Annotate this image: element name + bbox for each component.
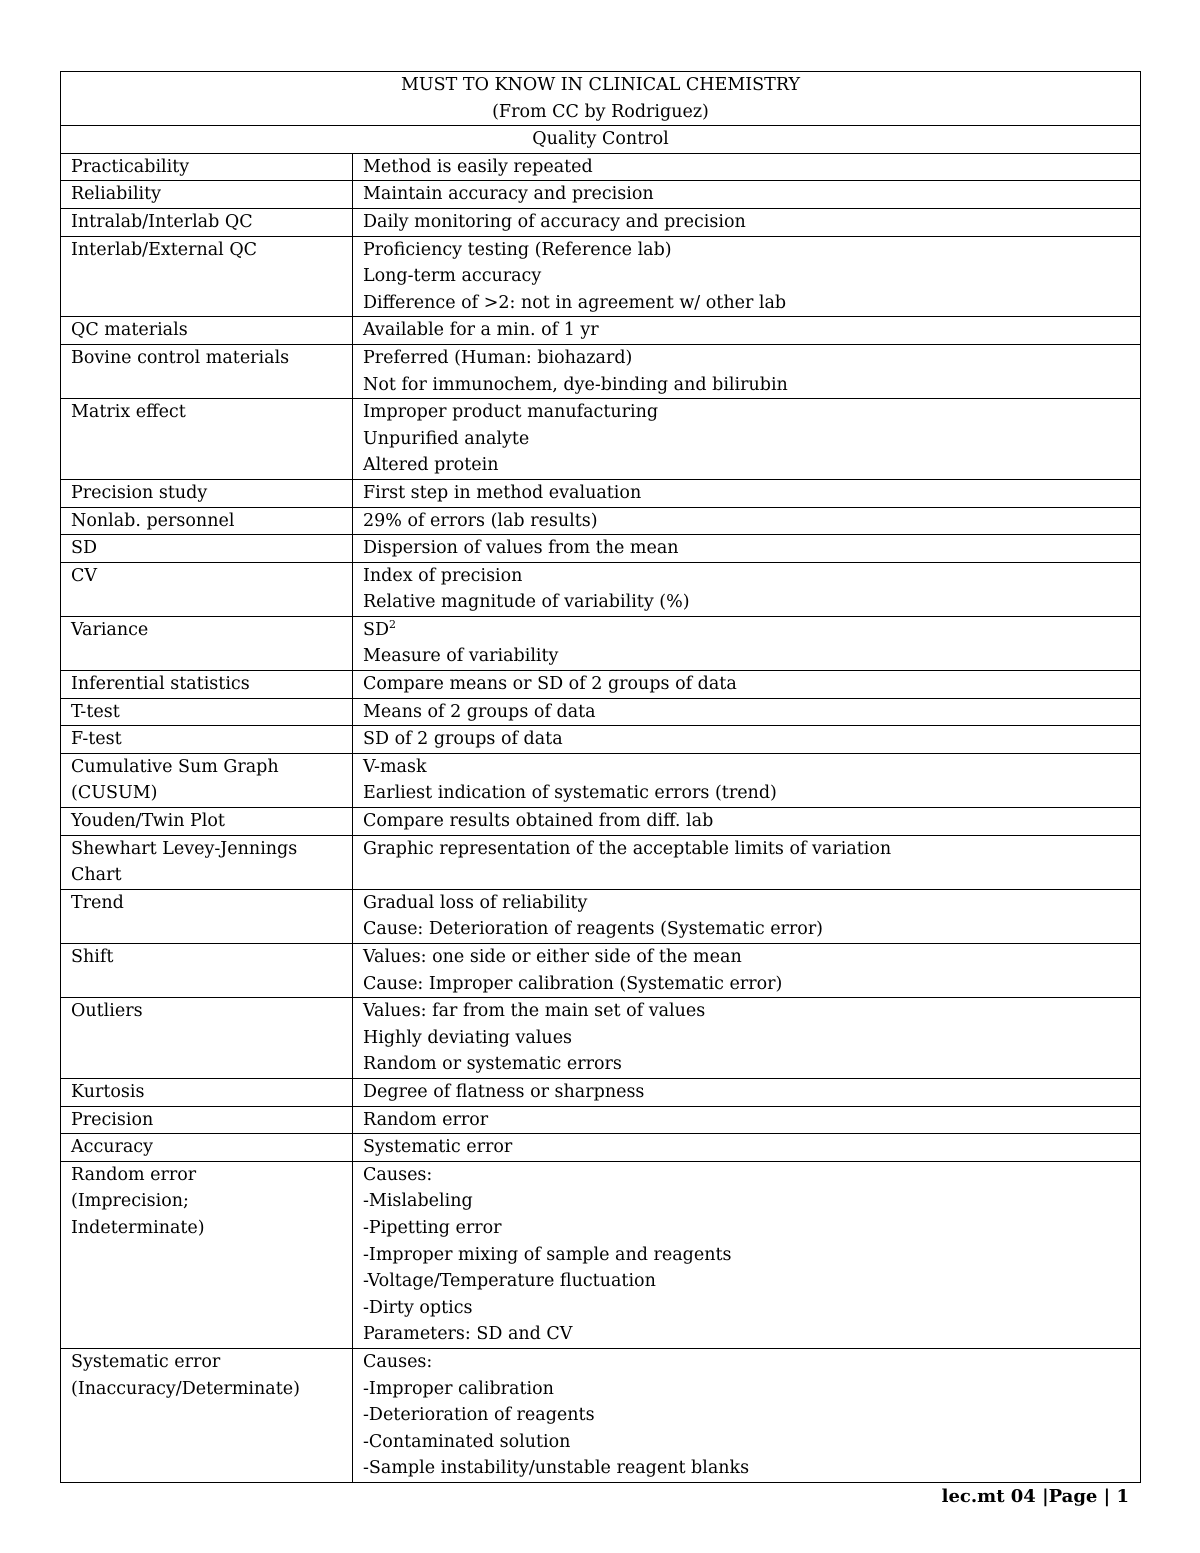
description-line: Systematic error xyxy=(363,1137,513,1158)
description-line: Unpurified analyte xyxy=(363,428,530,449)
description-cell xyxy=(353,808,1141,836)
term-cell xyxy=(61,835,353,889)
description-cell xyxy=(353,479,1141,507)
term-cell xyxy=(61,1348,353,1482)
term-cell xyxy=(61,753,353,807)
description-line: Values: far from the main set of values xyxy=(363,1001,706,1022)
term-cell xyxy=(61,1106,353,1134)
table-row xyxy=(61,1348,1141,1482)
description-line: -Contaminated solution xyxy=(363,1431,571,1452)
term-cell xyxy=(61,507,353,535)
description-cell xyxy=(353,153,1141,181)
table-row xyxy=(61,671,1141,699)
superscript: 2 xyxy=(389,617,397,631)
term-text: Matrix effect xyxy=(71,402,186,423)
term-cell xyxy=(61,479,353,507)
term-text: Accuracy xyxy=(71,1137,153,1158)
term-cell xyxy=(61,535,353,563)
description-line: V-mask xyxy=(363,756,427,777)
term-text: Trend xyxy=(71,892,124,913)
term-text: Intralab/Interlab QC xyxy=(71,211,253,232)
page-footer: lec.mt 04 |Page | 1 xyxy=(941,1486,1129,1507)
description-line: Preferred (Human: biohazard) xyxy=(363,347,633,368)
term-text: CV xyxy=(71,565,98,586)
description-cell xyxy=(353,181,1141,209)
term-text: Interlab/External QC xyxy=(71,239,258,260)
description-cell xyxy=(353,616,1141,670)
description-line: Improper product manufacturing xyxy=(363,402,659,423)
table-row xyxy=(61,998,1141,1079)
description-line: -Voltage/Temperature fluctuation xyxy=(363,1271,656,1292)
term-cell xyxy=(61,1161,353,1348)
table-row xyxy=(61,208,1141,236)
term-cell xyxy=(61,944,353,998)
table-row xyxy=(61,944,1141,998)
description-cell xyxy=(353,835,1141,889)
table-row xyxy=(61,808,1141,836)
term-cell xyxy=(61,344,353,398)
term-cell xyxy=(61,698,353,726)
description-cell xyxy=(353,698,1141,726)
term-text: Cumulative Sum Graph xyxy=(71,756,279,777)
title-row xyxy=(61,72,1141,126)
description-line: Causes: xyxy=(363,1164,433,1185)
description-cell xyxy=(353,317,1141,345)
term-text: Nonlab. personnel xyxy=(71,510,235,531)
title-cell xyxy=(61,72,1141,126)
term-text: Kurtosis xyxy=(71,1081,145,1102)
term-cell xyxy=(61,1078,353,1106)
description-cell xyxy=(353,344,1141,398)
term-cell xyxy=(61,998,353,1079)
description-line: -Deterioration of reagents xyxy=(363,1405,595,1426)
description-line: -Dirty optics xyxy=(363,1297,473,1318)
description-line: Highly deviating values xyxy=(363,1027,573,1048)
term-text: Random error xyxy=(71,1164,197,1185)
term-text: Variance xyxy=(71,619,149,640)
term-text: (CUSUM) xyxy=(71,783,158,804)
term-text: (Inaccuracy/Determinate) xyxy=(71,1378,300,1399)
term-cell xyxy=(61,671,353,699)
description-line: SD of 2 groups of data xyxy=(363,729,563,750)
table-row xyxy=(61,344,1141,398)
table-row xyxy=(61,1078,1141,1106)
document-subtitle: (From CC by Rodriguez) xyxy=(492,101,709,122)
description-cell xyxy=(353,998,1141,1079)
description-line: Daily monitoring of accuracy and precision xyxy=(363,211,746,232)
table-row xyxy=(61,698,1141,726)
description-cell xyxy=(353,1161,1141,1348)
table-row xyxy=(61,399,1141,480)
description-cell xyxy=(353,726,1141,754)
description-cell xyxy=(353,208,1141,236)
description-line: Means of 2 groups of data xyxy=(363,701,596,722)
description-line: -Improper mixing of sample and reagents xyxy=(363,1244,732,1265)
description-line: Cause: Deterioration of reagents (Systematic error) xyxy=(363,919,824,940)
term-text: F-test xyxy=(71,729,122,750)
table-row xyxy=(61,889,1141,943)
section-row xyxy=(61,126,1141,154)
term-cell xyxy=(61,808,353,836)
term-text: T-test xyxy=(71,701,120,722)
description-line: Relative magnitude of variability (%) xyxy=(363,592,690,613)
term-text: Outliers xyxy=(71,1001,143,1022)
term-cell xyxy=(61,399,353,480)
table-row xyxy=(61,507,1141,535)
term-cell xyxy=(61,1134,353,1162)
description-line: Difference of >2: not in agreement w/ other lab xyxy=(363,292,787,313)
description-line: Random error xyxy=(363,1109,489,1130)
term-cell xyxy=(61,562,353,616)
description-line: Long-term accuracy xyxy=(363,266,542,287)
description-line: Values: one side or either side of the mean xyxy=(363,947,742,967)
description-line: Method is easily repeated xyxy=(363,156,593,177)
description-line: Maintain accuracy and precision xyxy=(363,184,654,205)
term-text: Shewhart Levey-Jennings xyxy=(71,838,298,859)
description-line: -Sample instability/unstable reagent blanks xyxy=(363,1458,750,1479)
term-text: (Imprecision; xyxy=(71,1191,189,1212)
description-cell xyxy=(353,1106,1141,1134)
description-line: -Pipetting error xyxy=(363,1217,502,1238)
table-row xyxy=(61,317,1141,345)
description-cell xyxy=(353,889,1141,943)
quality-control-table xyxy=(60,71,1141,1483)
table-row xyxy=(61,616,1141,670)
description-line xyxy=(363,617,1140,644)
description-line: Graphic representation of the acceptable limits of variation xyxy=(363,838,892,859)
description-cell xyxy=(353,671,1141,699)
table-row xyxy=(61,726,1141,754)
description-line: Gradual loss of reliability xyxy=(363,892,588,913)
term-text: SD xyxy=(71,538,98,559)
description-line: Altered protein xyxy=(363,455,499,476)
description-line: Index of precision xyxy=(363,565,523,586)
term-cell xyxy=(61,616,353,670)
description-cell xyxy=(353,1348,1141,1482)
table-row xyxy=(61,535,1141,563)
description-cell xyxy=(353,1134,1141,1162)
description-cell xyxy=(353,535,1141,563)
description-line: Proficiency testing (Reference lab) xyxy=(363,239,672,260)
description-cell xyxy=(353,507,1141,535)
description-line: Random or systematic errors xyxy=(363,1054,622,1075)
description-line: -Improper calibration xyxy=(363,1378,554,1399)
term-text: Bovine control materials xyxy=(71,347,290,368)
table-row xyxy=(61,1134,1141,1162)
table-row xyxy=(61,1106,1141,1134)
table-row xyxy=(61,181,1141,209)
description-cell xyxy=(353,944,1141,998)
term-cell xyxy=(61,236,353,317)
description-text: SD xyxy=(363,619,390,640)
term-text: Inferential statistics xyxy=(71,674,250,695)
table-row xyxy=(61,835,1141,889)
description-cell xyxy=(353,399,1141,480)
term-cell xyxy=(61,208,353,236)
description-cell xyxy=(353,562,1141,616)
description-line: Not for immunochem, dye-binding and bilirubin xyxy=(363,374,788,395)
document-title: MUST TO KNOW IN CLINICAL CHEMISTRY xyxy=(401,75,801,95)
term-text: Reliability xyxy=(71,184,162,205)
term-text: Precision xyxy=(71,1109,154,1130)
table-row xyxy=(61,1161,1141,1348)
term-cell xyxy=(61,181,353,209)
term-text: Chart xyxy=(71,865,122,886)
table-row xyxy=(61,562,1141,616)
table-row xyxy=(61,753,1141,807)
term-cell xyxy=(61,726,353,754)
description-line: First step in method evaluation xyxy=(363,482,642,503)
description-line: Available for a min. of 1 yr xyxy=(363,320,599,341)
description-line: -Mislabeling xyxy=(363,1191,473,1212)
term-cell xyxy=(61,153,353,181)
table-row xyxy=(61,479,1141,507)
description-cell xyxy=(353,236,1141,317)
description-cell xyxy=(353,1078,1141,1106)
table-row xyxy=(61,153,1141,181)
section-heading: Quality Control xyxy=(61,126,1141,154)
table-row xyxy=(61,236,1141,317)
term-text: Shift xyxy=(71,947,114,967)
description-line: Measure of variability xyxy=(363,646,559,667)
term-text: QC materials xyxy=(71,320,188,341)
description-line: Causes: xyxy=(363,1351,433,1372)
term-text: Precision study xyxy=(71,482,208,503)
term-text: Practicability xyxy=(71,156,190,177)
term-cell xyxy=(61,317,353,345)
description-line: Parameters: SD and CV xyxy=(363,1324,573,1345)
description-line: 29% of errors (lab results) xyxy=(363,510,598,531)
description-line: Compare results obtained from diff. lab xyxy=(363,811,714,832)
term-text: Systematic error xyxy=(71,1351,221,1372)
term-text: Youden/Twin Plot xyxy=(71,811,225,832)
description-line: Dispersion of values from the mean xyxy=(363,538,679,559)
term-cell xyxy=(61,889,353,943)
term-text: Indeterminate) xyxy=(71,1217,205,1238)
description-line: Cause: Improper calibration (Systematic error) xyxy=(363,973,783,994)
description-line: Compare means or SD of 2 groups of data xyxy=(363,674,737,695)
description-cell xyxy=(353,753,1141,807)
description-line: Degree of flatness or sharpness xyxy=(363,1081,645,1102)
description-line: Earliest indication of systematic errors (trend) xyxy=(363,783,777,804)
